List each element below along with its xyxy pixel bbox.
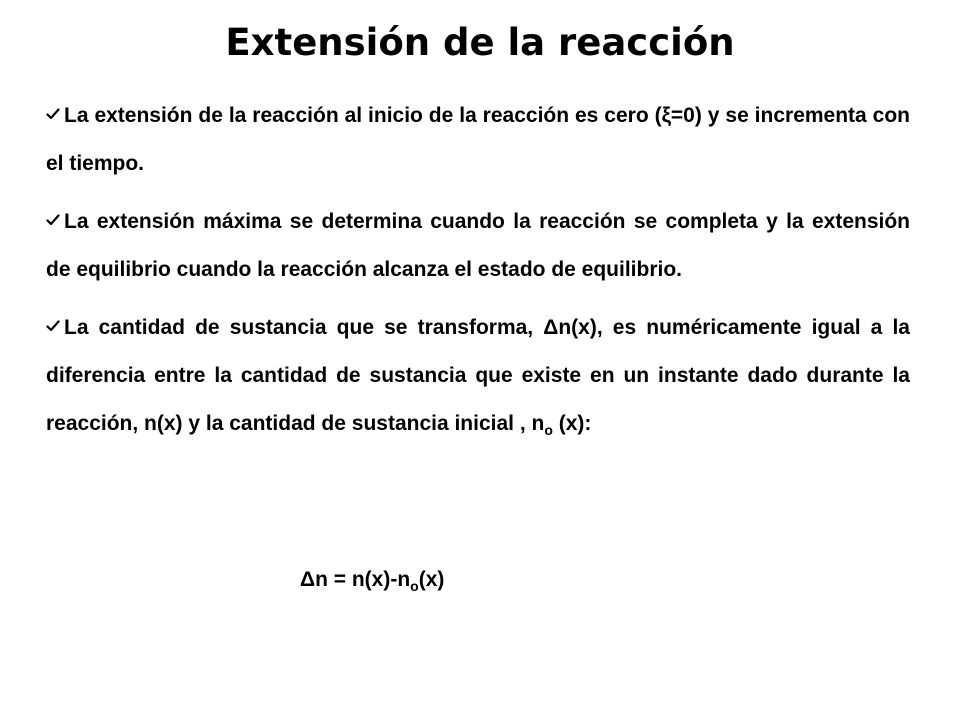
bullet-paragraph-2 (46, 198, 910, 294)
slide-body (46, 92, 910, 458)
equation-subscript: o (410, 578, 419, 594)
equation-delta-n (300, 556, 444, 604)
checkmark-icon (46, 319, 62, 333)
checkmark-icon (46, 213, 62, 227)
checkmark-icon (46, 107, 62, 121)
paragraph-text: La cantidad de sustancia que se transforma, Δn(x), es numéricamente igual a la diferencia entre la cantidad de sustancia que existe en un instante dado durante la reacción, n(x) y la cantidad de sustancia inicial , n (46, 316, 910, 435)
paragraph-text: La extensión máxima se determina cuando la reacción se completa y la extensión de equilibrio cuando la reacción alcanza el estado de equilibrio. (46, 210, 910, 281)
paragraph-text: La extensión de la reacción al inicio de la reacción es cero (ξ=0) y se incrementa con el tiempo. (46, 104, 910, 175)
subscript-o: o (544, 422, 553, 438)
paragraph-text-tail: (x): (552, 412, 592, 435)
equation-prefix: Δn = n(x)-n (300, 568, 411, 591)
slide-title: Extensión de la reacción (225, 21, 735, 64)
bullet-paragraph-3 (46, 304, 910, 448)
bullet-paragraph-1 (46, 92, 910, 188)
equation-suffix: (x) (418, 568, 445, 591)
